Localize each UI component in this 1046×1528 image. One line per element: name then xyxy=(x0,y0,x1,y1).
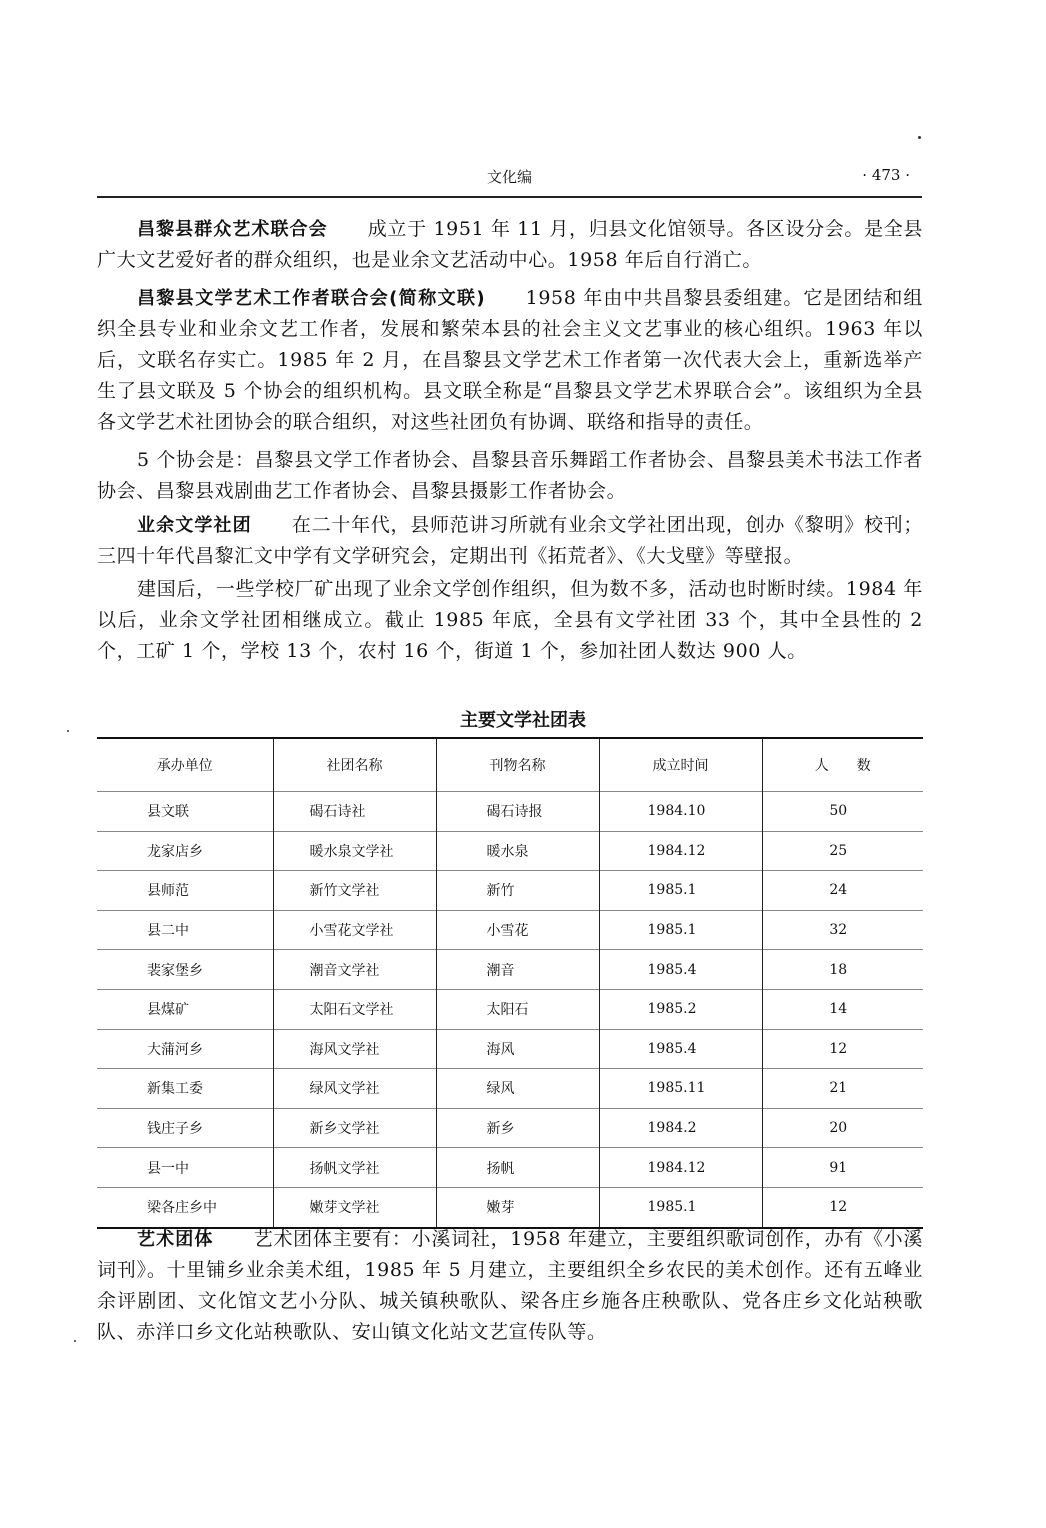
column-header: 刊物名称 xyxy=(436,738,599,792)
table-cell: 1985.11 xyxy=(599,1069,762,1109)
table-cell: 小雪花 xyxy=(436,910,599,950)
table-cell: 县师范 xyxy=(97,871,273,911)
section-term: 昌黎县群众艺术联合会 xyxy=(137,219,328,240)
table-cell: 1984.12 xyxy=(599,831,762,871)
table-cell: 24 xyxy=(762,871,923,911)
table-title: 主要文学社团表 xyxy=(460,710,586,731)
paragraph-text: 在二十年代，县师范讲习所就有业余文学社团出现，创办《黎明》校刊；三四十年代昌黎汇文中学有文学研究会，定期出刊《拓荒者》、《大戈壁》等壁报。 xyxy=(97,514,924,567)
table-cell: 12 xyxy=(762,1029,923,1069)
table-cell: 县煤矿 xyxy=(97,989,273,1029)
running-title: 文化编 xyxy=(487,168,533,186)
paragraph-text: 1958 年由中共昌黎县委组建。它是团结和组织全县专业和业余文艺工作者，发展和繁荣本县的社会主义文艺事业的核心组织。1963 年以后，文联名存实亡。1985 年 2 月，在昌黎县文学艺术工作者第一次代表大会上，重新选举产生了县文联及 5 个协会的组织机构。县文联全称是“昌黎县文学艺术界联合会”。该组织为全县各文学艺术社团协会的联合组织，对这些社团负有协调、联络和指导的责任。 xyxy=(97,287,923,433)
table-cell: 新竹文学社 xyxy=(273,871,436,911)
page-header xyxy=(97,160,922,198)
table-cell: 新乡文学社 xyxy=(273,1108,436,1148)
paragraph-text: 5 个协会是：昌黎县文学工作者协会、昌黎县音乐舞蹈工作者协会、昌黎县美术书法工作者协会、昌黎县戏剧曲艺工作者协会、昌黎县摄影工作者协会。 xyxy=(97,449,923,502)
table-cell: 钱庄子乡 xyxy=(97,1108,273,1148)
table-cell: 梁各庄乡中 xyxy=(97,1187,273,1227)
table-cell: 1985.1 xyxy=(599,910,762,950)
table-cell: 暖水泉文学社 xyxy=(273,831,436,871)
page-number: · 473 · xyxy=(862,166,910,184)
table-cell: 扬帆 xyxy=(436,1148,599,1188)
table-cell: 1985.1 xyxy=(599,871,762,911)
table-cell: 14 xyxy=(762,989,923,1029)
table-cell: 扬帆文学社 xyxy=(273,1148,436,1188)
paragraph-masses-art-association xyxy=(97,214,923,276)
table-cell: 嫩芽 xyxy=(436,1187,599,1227)
table-cell: 潮音 xyxy=(436,950,599,990)
paragraph-five-associations xyxy=(97,445,923,507)
table-cell: 新集工委 xyxy=(97,1069,273,1109)
table-cell: 碣石诗报 xyxy=(436,792,599,832)
scan-speck xyxy=(918,136,921,139)
table-cell: 海风文学社 xyxy=(273,1029,436,1069)
table-cell: 91 xyxy=(762,1148,923,1188)
paragraph-text: 成立于 1951 年 11 月，归县文化馆领导。各区设分会。是全县广大文艺爱好者的群众组织，也是业余文艺活动中心。1958 年后自行消亡。 xyxy=(97,218,924,271)
table-row xyxy=(97,792,923,832)
paragraph-literary-federation xyxy=(97,283,923,438)
table-row xyxy=(97,910,923,950)
table-row xyxy=(97,1148,923,1188)
table-cell: 潮音文学社 xyxy=(273,950,436,990)
table-cell: 1984.2 xyxy=(599,1108,762,1148)
table-cell: 新竹 xyxy=(436,871,599,911)
table-cell: 20 xyxy=(762,1108,923,1148)
section-term: 艺术团体 xyxy=(137,1229,214,1250)
table-header-row xyxy=(97,738,923,792)
section-term: 业余文学社团 xyxy=(137,515,252,536)
table-cell: 1985.2 xyxy=(599,989,762,1029)
table-cell: 太阳石 xyxy=(436,989,599,1029)
table-row xyxy=(97,1108,923,1148)
literary-groups-table xyxy=(97,737,923,1229)
table-row xyxy=(97,1187,923,1227)
paragraph-art-groups xyxy=(97,1224,923,1348)
table-cell: 县文联 xyxy=(97,792,273,832)
table-row xyxy=(97,1069,923,1109)
table-cell: 暖水泉 xyxy=(436,831,599,871)
table-row xyxy=(97,989,923,1029)
table-cell: 裴家堡乡 xyxy=(97,950,273,990)
table-cell: 新乡 xyxy=(436,1108,599,1148)
table-cell: 海风 xyxy=(436,1029,599,1069)
table-cell: 12 xyxy=(762,1187,923,1227)
table-cell: 嫩芽文学社 xyxy=(273,1187,436,1227)
table-cell: 大蒲河乡 xyxy=(97,1029,273,1069)
table-cell: 32 xyxy=(762,910,923,950)
table-cell: 18 xyxy=(762,950,923,990)
paragraph-text: 建国后，一些学校厂矿出现了业余文学创作组织，但为数不多，活动也时断时续。1984 年以后，业余文学社团相继成立。截止 1985 年底，全县有文学社团 33 个，其中全县性的 2 个，工矿 1 个，学校 13 个，农村 16 个，街道 1 个，参加社团人数达 900 人。 xyxy=(97,578,923,662)
paragraph-post-1949 xyxy=(97,574,923,667)
table-cell: 1985.4 xyxy=(599,950,762,990)
table-cell: 绿风文学社 xyxy=(273,1069,436,1109)
paragraph-text: 艺术团体主要有：小溪词社，1958 年建立，主要组织歌词创作，办有《小溪词刊》。十里铺乡业余美术组，1985 年 5 月建立，主要组织全乡农民的美术创作。还有五峰业余评剧团、文化馆文艺小分队、城关镇秧歌队、梁各庄乡施各庄秧歌队、党各庄乡文化站秧歌队、赤洋口乡文化站秧歌队、安山镇文化站文艺宣传队等。 xyxy=(97,1228,924,1343)
table-cell: 21 xyxy=(762,1069,923,1109)
table-cell: 县二中 xyxy=(97,910,273,950)
table-cell: 龙家店乡 xyxy=(97,831,273,871)
table-cell: 1985.1 xyxy=(599,1187,762,1227)
paragraph-amateur-literary-groups xyxy=(97,510,923,572)
section-term: 昌黎县文学艺术工作者联合会(简称文联) xyxy=(137,288,486,309)
column-header: 承办单位 xyxy=(97,738,273,792)
table-cell: 1984.12 xyxy=(599,1148,762,1188)
table-cell: 县一中 xyxy=(97,1148,273,1188)
table-cell: 50 xyxy=(762,792,923,832)
table-row xyxy=(97,831,923,871)
column-header: 人 数 xyxy=(814,758,871,774)
table-row xyxy=(97,871,923,911)
table-cell: 1985.4 xyxy=(599,1029,762,1069)
column-header: 成立时间 xyxy=(599,738,762,792)
table-cell: 小雪花文学社 xyxy=(273,910,436,950)
scan-speck xyxy=(74,1340,76,1342)
table-cell: 25 xyxy=(762,831,923,871)
column-header: 社团名称 xyxy=(273,738,436,792)
table-cell: 绿风 xyxy=(436,1069,599,1109)
table-cell: 1984.10 xyxy=(599,792,762,832)
table-cell: 太阳石文学社 xyxy=(273,989,436,1029)
table-row xyxy=(97,950,923,990)
table-cell: 碣石诗社 xyxy=(273,792,436,832)
table-row xyxy=(97,1029,923,1069)
